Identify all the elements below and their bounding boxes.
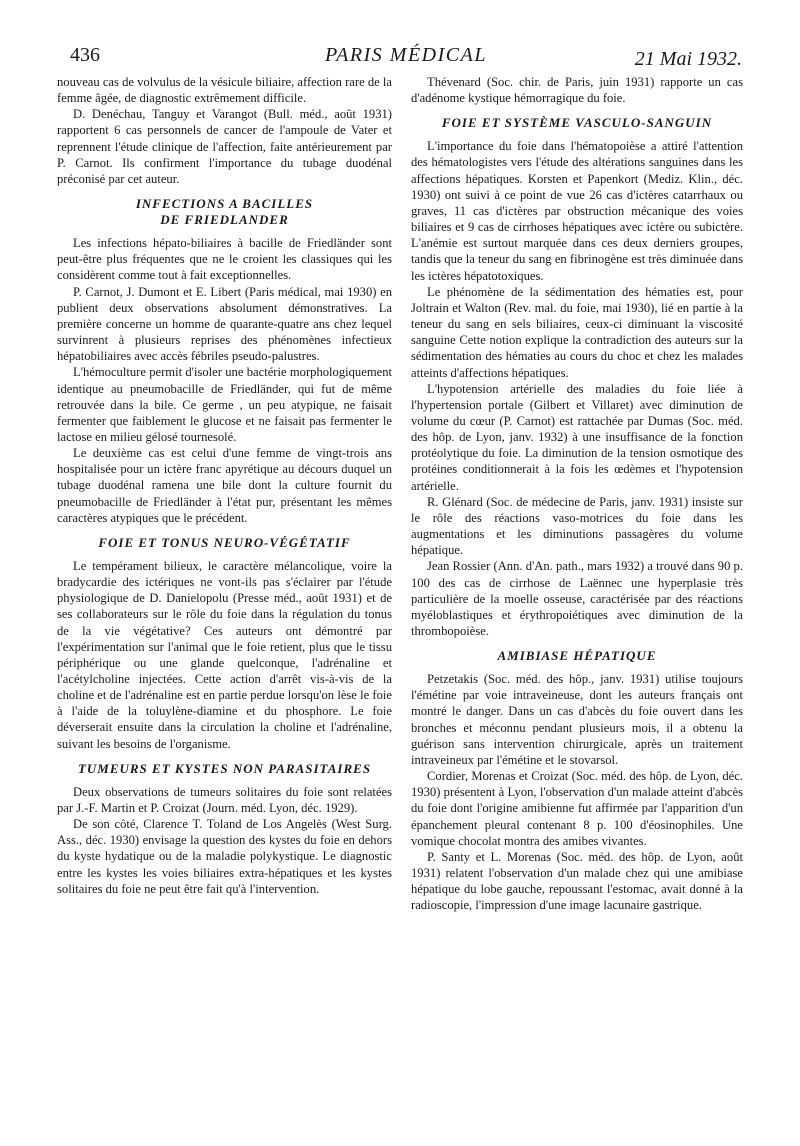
paragraph: L'hémoculture permit d'isoler une bactérie morphologiquement identique au pneumobacille de Friedländer, qui fut de même retrouvée dans la bile. Ce germe , un peu atypique, ne faisait fermenter que faiblement le glucose et ne faisait pas fermenter le lactose en milieu gélosé tournesolé. [57, 365, 392, 444]
paragraph: Deux observations de tumeurs solitaires du foie sont relatées par J.-F. Martin et P. Croizat (Journ. méd. Lyon, déc. 1929). [57, 784, 392, 815]
page-header [70, 40, 742, 76]
right-column [411, 74, 743, 914]
paragraph: Les infections hépato-biliaires à bacille de Friedländer sont peut-être plus fréquentes que ne le croient les classiques qui les considèrent comme tout à fait exceptionnelles. [57, 236, 392, 283]
section-heading-amibiase: AMIBIASE HÉPATIQUE [497, 648, 657, 664]
paragraph: P. Santy et L. Morenas (Soc. méd. des hôp. de Lyon, août 1931) relatent l'observation d'un malade chez qui une amibiase hépatique du lobe gauche, repoussant l'estomac, avait donné à la radioscopie, l'impression d'une image lacunaire gastrique. [411, 849, 743, 913]
paragraph: L'importance du foie dans l'hématopoièse a attiré l'attention des hématologistes vers l'étude des altérations sanguines dans les affections hépatiques. Korsten et Papenkort (Mediz. Klin., déc. 1930) ont suivi à ce point de vue 26 cas d'ictères catarrhaux ou graves, 11 cas d'ictères par obstruction mécanique des voies biliaires et 9 cas de cirrhoses hépatiques avec ictère ou subictère. L'anémie est surtout marquée dans ces deux derniers groupes, tandis que la teneur du sang en fibrinogène est très diminuée dans les ictères hépatotoxiques. [411, 139, 743, 283]
paragraph: Le tempérament bilieux, le caractère mélancolique, voire la bradycardie des ictériques ne vont-ils pas s'éclairer par l'étude physiologique de D. Danielopolu (Presse méd., août 1931) et de ses collaborateurs sur le rôle du foie dans la régulation du tonus de la vie végétative? Ces auteurs ont démontré par l'expérimentation sur l'animal que le foie retient, plus que le tissu périphérique ou une glande quelconque, l'adrénaline et l'acétylcholine injectées. Cette action d'arrêt vis-à-vis de la choline et de l'adrénaline est en partie perdue lorsqu'on lèse le foie à l'aide de la toluylène-diamine et du phosphore. Le foie déverserait ensuite dans la circulation la choline et l'adrénaline, suivant les besoins de l'organisme. [57, 558, 392, 751]
paragraph: Petzetakis (Soc. méd. des hôp., janv. 1931) utilise toujours l'émétine par voie intraveineuse, dont les auteurs français ont montré le danger. Dans un cas d'abcès du foie ouvert dans les bronches et méconnu pendant plusieurs mois, il a obtenu la guérison sans intervention chirurgicale, après un traitement intraveineux par l'émétine et le stovarsol. [411, 672, 743, 767]
left-column [57, 74, 392, 897]
paragraph: nouveau cas de volvulus de la vésicule biliaire, affection rare de la femme âgée, de diagnostic extrêmement difficile. [57, 75, 392, 106]
paragraph: Thévenard (Soc. chir. de Paris, juin 1931) rapporte un cas d'adénome kystique hémorragique du foie. [411, 75, 743, 106]
journal-title: PARIS MÉDICAL [325, 44, 487, 66]
paragraph: D. Denéchau, Tanguy et Varangot (Bull. méd., août 1931) rapportent 6 cas personnels de cancer de l'ampoule de Vater et reprennent l'étude clinique de l'affection, faite antérieurement par P. Carnot. Ils confirment l'importance du tubage duodénal préconisé par cet auteur. [57, 107, 392, 186]
section-heading-friedlander [57, 196, 392, 228]
issue-date: 21 Mai 1932. [634, 48, 742, 70]
paragraph: Jean Rossier (Ann. d'An. path., mars 1932) a trouvé dans 90 p. 100 des cas de cirrhose de Laënnec une hyperplasie très particulière de la moelle osseuse, caractérisée par des réactions myéloblastiques et érythropoiétiques avec diminution de la thrombopoièse. [411, 559, 743, 638]
paragraph: Cordier, Morenas et Croizat (Soc. méd. des hôp. de Lyon, déc. 1930) présentent à Lyon, l'observation d'un malade atteint d'abcès du foie dont l'origine amibienne fut affirmée par l'apparition d'un épanchement pleural contenant 8 p. 100 d'éosinophiles. Une vomique chocolat montra des amibes vivantes. [411, 769, 743, 848]
paragraph: Le phénomène de la sédimentation des hématies est, pour Joltrain et Walton (Rev. mal. du foie, mai 1930), lié en partie à la teneur du sang en sels biliaires, ceux-ci diminuant la viscosité sanguine Cette notion explique la contradiction des auteurs sur la sédimentation des hématies au cours du choc et chez les malades atteints d'affections hépatiques. [411, 284, 743, 380]
heading-line: INFECTIONS A BACILLES [135, 196, 314, 212]
section-heading-neuro-vegetatif: FOIE ET TONUS NEURO-VÉGÉTATIF [98, 534, 351, 550]
section-heading-vasculo-sanguin: FOIE ET SYSTÈME VASCULO-SANGUIN [441, 115, 713, 131]
page-number: 436 [70, 44, 100, 66]
paragraph: De son côté, Clarence T. Toland de Los Angelès (West Surg. Ass., déc. 1930) envisage la question des kystes du foie en dehors du kyste hydatique ou de la maladie polykystique. Le diagnostic entre les kystes les voies biliaires extra-hépatiques et les kystes solitaires du foie ne peut être fait qu'à l'intervention. [57, 817, 392, 896]
section-heading-tumeurs: TUMEURS ET KYSTES NON PARASITAIRES [77, 760, 372, 776]
paragraph: Le deuxième cas est celui d'une femme de vingt-trois ans hospitalisée pour un ictère franc apyrétique au décours duquel un tubage duodénal ramena une bile dont la culture fournit du pneumobacille de Friedländer à l'état pur, présentant les mêmes caractères atypiques que le précédent. [57, 446, 392, 525]
paragraph: P. Carnot, J. Dumont et E. Libert (Paris médical, mai 1930) en publient deux observations absolument démonstratives. La première concerne un homme de quarante-quatre ans chez lequel survinrent à plusieurs reprises des phénomènes infectieux hépatobiliaires avec accès fébriles pseudo-palustres. [57, 284, 392, 364]
heading-line: DE FRIEDLANDER [160, 212, 289, 228]
paragraph: L'hypotension artérielle des maladies du foie liée à l'hypertension portale (Gilbert et Villaret) avec diminution de volume du cœur (P. Carnot) est rattachée par Dumas (Soc. méd. des hôp. de Lyon, janv. 1932) à une insuffisance de la fonction protéolytique du foie. La diminution de la tension osmotique des protéines conditionnerait à la fois les œdèmes et l'hypotension artérielle. [411, 381, 743, 493]
paragraph: R. Glénard (Soc. de médecine de Paris, janv. 1931) insiste sur le rôle des réactions vaso-motrices du foie dans les augmentations et les diminutions passagères du volume hépatique. [411, 494, 743, 558]
